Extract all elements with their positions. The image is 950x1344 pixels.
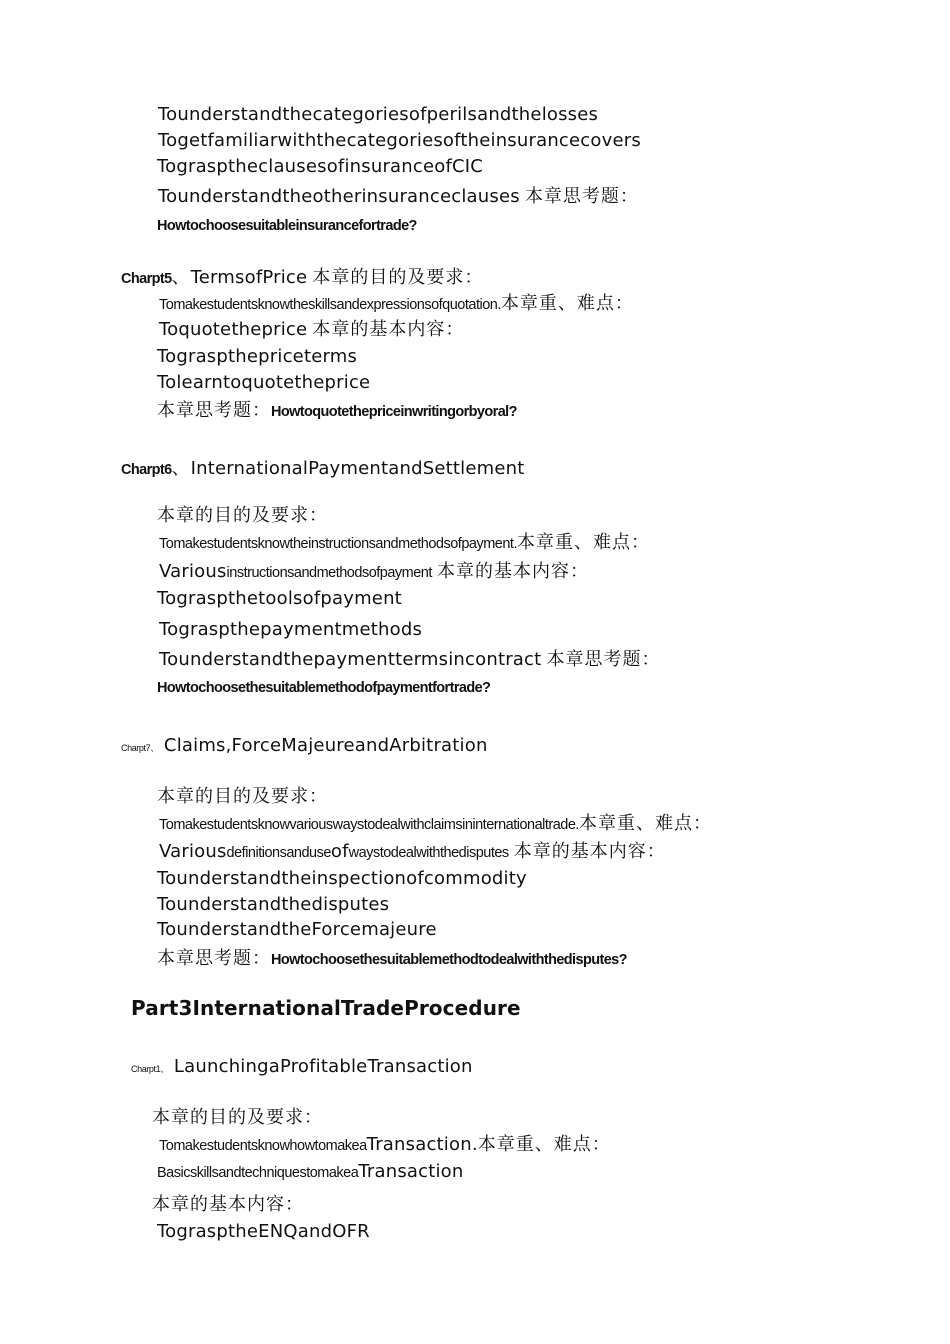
text-line: 本章的目的及要求： — [152, 1107, 323, 1128]
chapter-heading: Charpt5、TermsofPrice 本章的目的及要求： — [121, 267, 484, 288]
text-line: 本章的基本内容： — [152, 1194, 304, 1215]
text-line: Toquotetheprice 本章的基本内容： — [159, 319, 465, 340]
text-line: 本章思考题：Howtochoosethesuitablemethodtodealwiththedisputes? — [157, 948, 627, 969]
chapter-heading: Charpt1、 LaunchingaProfitableTransaction — [131, 1056, 473, 1077]
text-line: Tounderstandtheinspectionofcommodity — [157, 868, 527, 889]
text-line: Tomakestudentsknowtheinstructionsandmethodsofpayment.本章重、难点： — [159, 532, 650, 553]
text-line: Tograspthetoolsofpayment — [157, 588, 402, 609]
text-line: Tounderstandtheotherinsuranceclauses 本章思考题： — [158, 186, 639, 207]
text-line: TounderstandtheForcemajeure — [157, 919, 437, 940]
text-line: Togetfamiliarwiththecategoriesoftheinsurancecovers — [158, 130, 641, 151]
text-line: Tomakestudentsknowtheskillsandexpressionsofquotation.本章重、难点： — [159, 293, 634, 314]
text-line: Tograspthepaymentmethods — [159, 619, 423, 640]
text-line: Tounderstandthedisputes — [157, 894, 390, 915]
text-line: Tomakestudentsknowvariouswaystodealwithclaimsininternationaltrade.本章重、难点： — [159, 813, 712, 834]
text-line: Variousdefinitionsanduseofwaystodealwiththedisputes 本章的基本内容： — [159, 841, 666, 862]
text-line: Tounderstandthepaymenttermsincontract 本章思考题： — [159, 649, 661, 670]
text-line: TomakestudentsknowhowtomakeaTransaction.本章重、难点： — [159, 1134, 611, 1155]
question-line: Howtochoosethesuitablemethodofpaymentfortrade? — [157, 680, 491, 696]
text-line: TograsptheENQandOFR — [157, 1221, 370, 1242]
text-line: Tolearntoquotetheprice — [157, 372, 371, 393]
text-line: Tounderstandthecategoriesofperilsandthelosses — [158, 104, 599, 125]
text-line: Variousinstructionsandmethodsofpayment 本章的基本内容： — [159, 561, 589, 582]
chapter-heading: Charpt7、 Claims,ForceMajeureandArbitration — [121, 735, 488, 756]
chapter-heading: Charpt6、InternationalPaymentandSettlement — [121, 458, 525, 479]
text-line: 本章的目的及要求： — [157, 786, 328, 807]
text-line: BasicskillsandtechniquestomakeaTransaction — [157, 1161, 464, 1182]
text-line: 本章的目的及要求： — [157, 505, 328, 526]
question-line: Howtochoosesuitableinsurancefortrade? — [157, 218, 417, 234]
part-heading: Part3InternationalTradeProcedure — [131, 996, 521, 1020]
text-line: Togra​sptheclausesofinsuranceofCIC — [157, 156, 484, 177]
text-line: 本章思考题：Howtoquotethepriceinwritingorbyoral? — [157, 400, 517, 421]
text-line: Tograsptheprice​terms — [157, 346, 358, 367]
